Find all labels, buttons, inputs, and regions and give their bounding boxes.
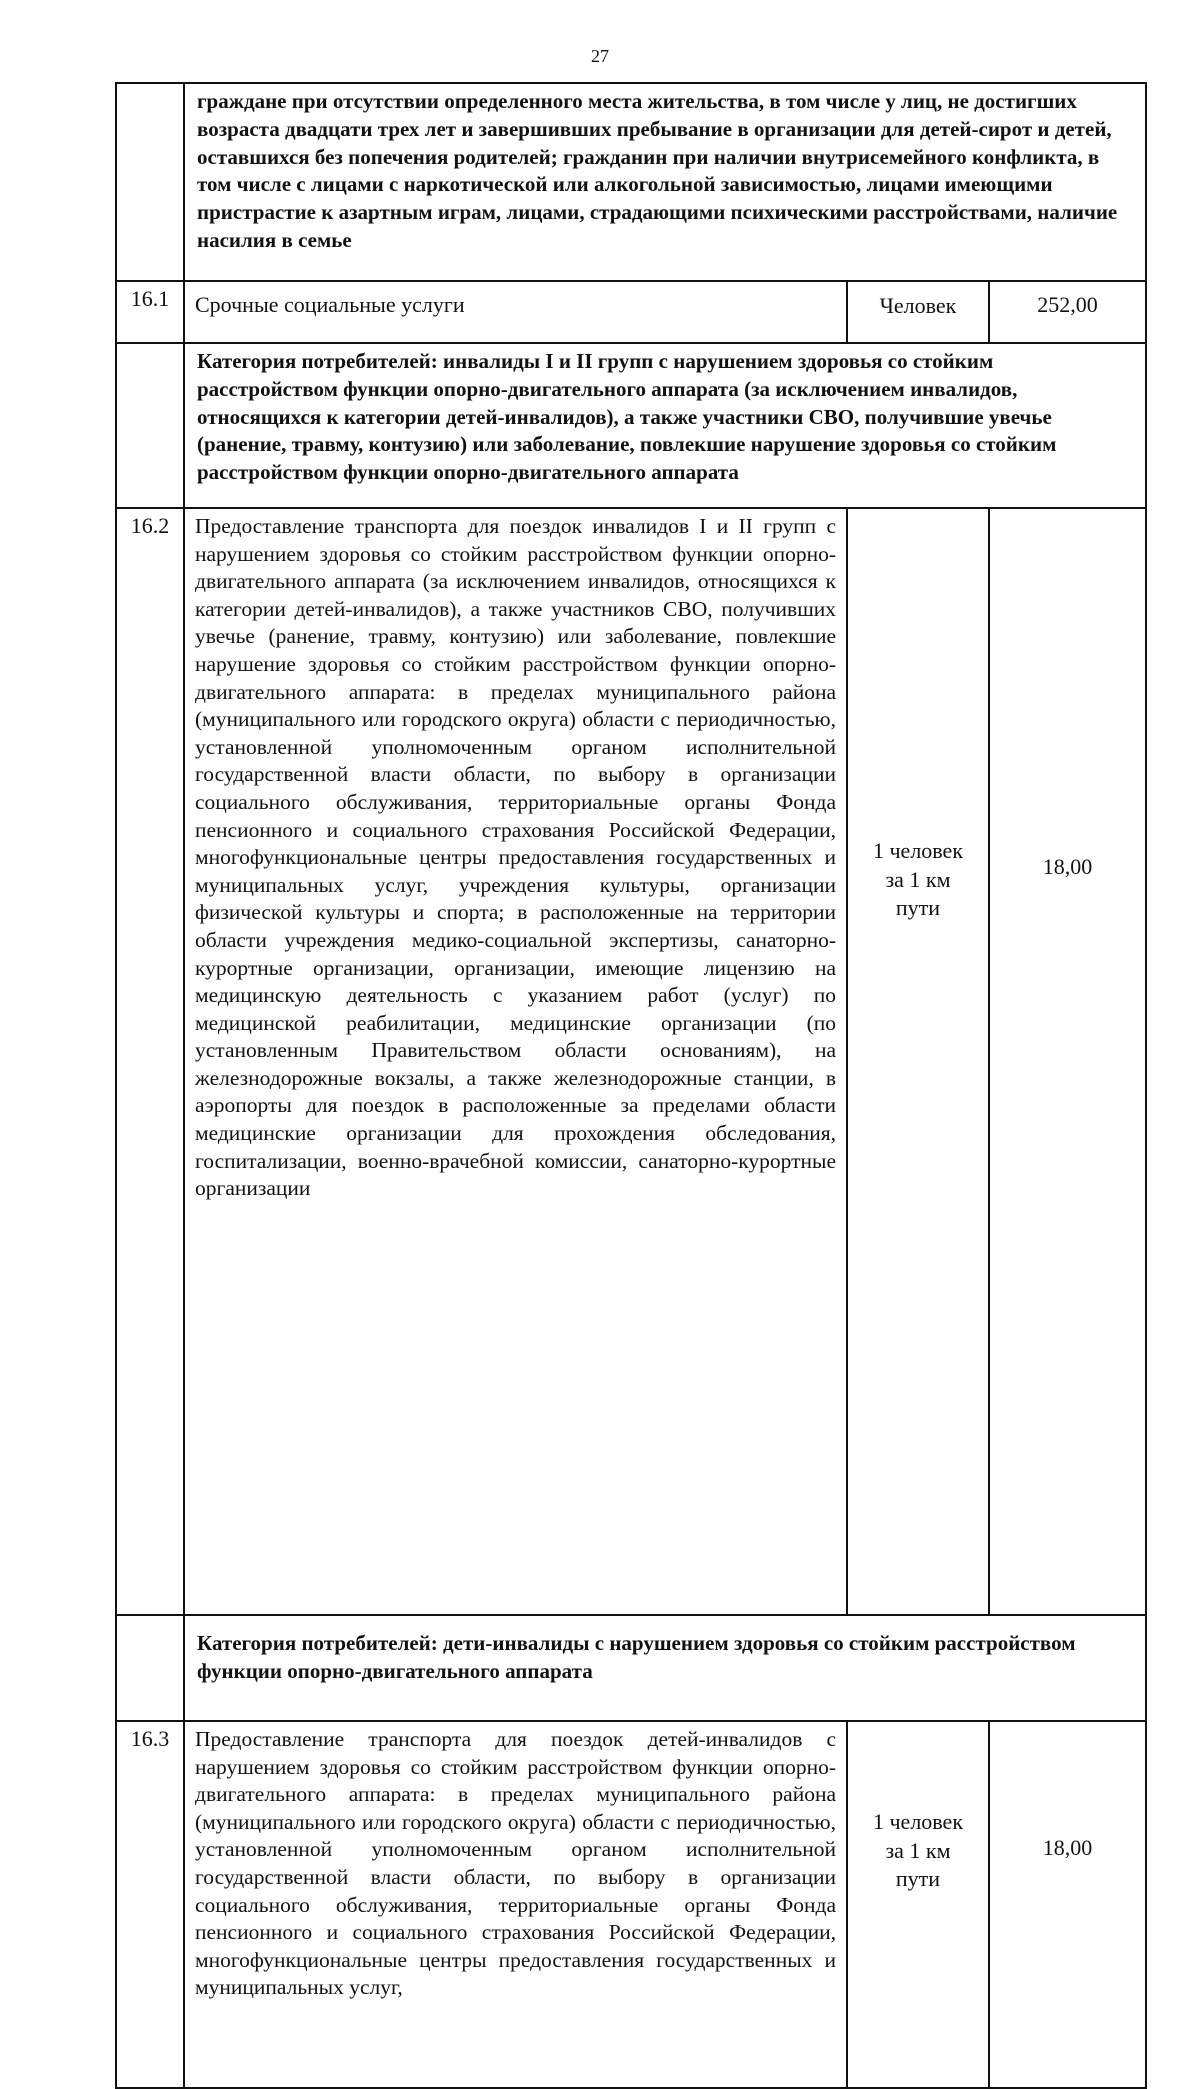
unit-of-measure: Человек xyxy=(847,281,989,343)
table-row xyxy=(116,281,1146,343)
unit-line: 1 человек xyxy=(872,1809,964,1834)
unit-of-measure xyxy=(847,1721,989,2088)
table-row xyxy=(116,83,1146,281)
tariff-value: 252,00 xyxy=(989,281,1146,343)
service-description: Предоставление транспорта для поездок детей-инвалидов с нарушением здоровья со стойким расстройством функции опорно-двигательного аппарата: в пределах муниципального района (муниципального или городского округа) области с периодичностью, установленной уполномоченным органом исполнительной государственной власти области, по выбору в организации социального обслуживания, территориальные органы Фонда пенсионного и социального страхования Российской Федерации, многофункциональные центры предоставления государственных и муниципальных услуг, xyxy=(184,1721,847,2088)
table-row xyxy=(116,508,1146,1615)
unit-of-measure xyxy=(847,508,989,1615)
unit-line: пути xyxy=(895,1866,941,1891)
unit-line: за 1 км xyxy=(885,1837,951,1863)
tariff-value: 18,00 xyxy=(989,1721,1146,2088)
row-number-cell xyxy=(116,343,184,508)
table-row xyxy=(116,1615,1146,1721)
service-description: Предоставление транспорта для поездок инвалидов I и II групп с нарушением здоровья со стойким расстройством функции опорно-двигательного аппарата (за исключением инвалидов, относящихся к категории детей-инвалидов), а также участников СВО, получивших увечье (ранение, травму, контузию) или заболевание, повлекшие нарушение здоровья со стойким расстройством функции опорно-двигательного аппарата: в пределах муниципального района (муниципального или городского округа) области с периодичностью, установленной уполномоченным органом исполнительной государственной власти области, по выбору в организации социального обслуживания, территориальные органы Фонда пенсионного и социального страхования Российской Федерации, многофункциональные центры предоставления государственных и муниципальных услуг, учреждения культуры, организации физической культуры и спорта; в расположенные на территории области учреждения медико-социальной экспертизы, санаторно-курортные организации, организации, имеющие лицензию на медицинскую деятельность с указанием работ (услуг) по медицинской реабилитации, медицинские организации (по установленным Правительством области основаниям), на железнодорожные вокзалы, а также железнодорожные станции, в аэропорты для поездок в расположенные за пределами области медицинские организации для прохождения обследования, госпитализации, военно-врачебной комиссии, санаторно-курортные организации xyxy=(184,508,847,1615)
tariff-table xyxy=(115,82,1147,2089)
table-row xyxy=(116,1721,1146,2088)
row-number: 16.2 xyxy=(116,508,184,1615)
row-number: 16.1 xyxy=(116,281,184,343)
row-number-cell xyxy=(116,1615,184,1721)
row-number: 16.3 xyxy=(116,1721,184,2088)
unit-line: за 1 км xyxy=(885,866,951,892)
unit-line: 1 человек xyxy=(872,838,964,863)
service-name: Срочные социальные услуги xyxy=(184,281,847,343)
table-row xyxy=(116,343,1146,508)
tariff-value: 18,00 xyxy=(989,508,1146,1615)
category-heading: Категория потребителей: дети-инвалиды с нарушением здоровья со стойким расстройством функции опорно-двигательного аппарата xyxy=(184,1615,1146,1721)
row-number-cell xyxy=(116,83,184,281)
category-continuation-text: граждане при отсутствии определенного места жительства, в том числе у лиц, не достигших возраста двадцати трех лет и завершивших пребывание в организации для детей-сирот и детей, оставшихся без попечения родителей; гражданин при наличии внутрисемейного конфликта, в том числе с лицами с наркотической или алкогольной зависимостью, лицами имеющими пристрастие к азартным играм, лицами, страдающими психическими расстройствами, наличие насилия в семье xyxy=(184,83,1146,281)
category-heading: Категория потребителей: инвалиды I и II групп с нарушением здоровья со стойким расстройством функции опорно-двигательного аппарата (за исключением инвалидов, относящихся к категории детей-инвалидов), а также участники СВО, получившие увечье (ранение, травму, контузию) или заболевание, повлекшие нарушение здоровья со стойким расстройством функции опорно-двигательного аппарата xyxy=(184,343,1146,508)
page-number: 27 xyxy=(591,46,609,66)
unit-line: пути xyxy=(895,895,941,920)
